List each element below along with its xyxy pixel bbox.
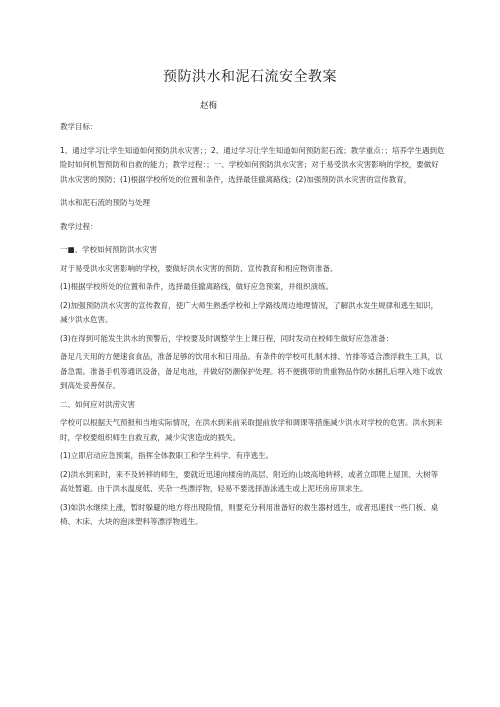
paragraph-objectives-heading: 教学目标： <box>60 122 98 131</box>
paragraph-part-one-heading: 一■、学校如何预防洪水灾害 <box>60 245 158 254</box>
paragraph-item-1: (1)根据学校所处的位置和条件，选择最佳撤离路线，做好应急预案，并组织演练。 <box>60 282 334 291</box>
document-author: 赵梅 <box>200 101 218 111</box>
paragraph-part-two-heading: 二、如何应对洪涝灾害 <box>60 399 135 409</box>
paragraph-item-3: (3)在得到可能发生洪水的预警后，学校要及时调整学生上课日程，同时发动在校师生做好应急准备： <box>60 333 394 343</box>
paragraph-part-one-intro: 对于易受洪水灾害影响的学校，要做好洪水灾害的预防、宣传教育和相应物资准备。 <box>60 263 338 273</box>
paragraph-step-1: (1)立即启动应急预案，指挥全体教职工和学生科学、有序逃生。 <box>60 451 274 460</box>
paragraph-part-two-intro: 学校可以根据天气预报和当地实际情况，在洪水到来前采取提前放学和调课等措施减少洪水对学校的危害。洪水到来时，学校要组织师生自救互救，减少灾害造成的损失。 <box>60 418 443 442</box>
paragraph-step-2: (2)洪水到来时，来不及转移的师生，要就近迅速向楼房的高层、附近的山坡高地转移，或者立即爬上屋顶、大树等高处暂避。由于洪水温度低、夹杂一些漂浮物，轻易不要选择游泳逃生或上泥坯房房顶求生。 <box>60 469 439 493</box>
paragraph-summary: 1、通过学习让学生知道如何预防洪水灾害；；2、通过学习让学生知道如何预防泥石流；教学重点：；培养学生遇到危险时如何机智预防和自救的能力；教学过程：；一、学校如何预防洪水灾害；对于易受洪水灾害影响的学校，要做好洪水灾害的预防；(1)根据学校所处的位置和条件，选择最佳撤离路线；(2)加强预防洪水灾害的宣传教育， <box>60 145 445 184</box>
paragraph-item-2: (2)加强预防洪水灾害的宣传教育，使广大师生熟悉学校和上学路线周边地理情况，了解洪水发生规律和逃生知识，减少洪水危害。 <box>60 300 439 324</box>
paragraph-section-heading: 洪水和泥石流的预防与处理 <box>60 198 150 207</box>
paragraph-process-heading: 教学过程： <box>60 221 98 231</box>
document-title: 预防洪水和泥石流安全教案 <box>163 69 337 85</box>
paragraph-supplies: 备足几天用的方便速食食品，准备足够的饮用水和日用品。有条件的学校可扎制木排、竹排等适合漂浮救生工具，以备急需。准备手机等通讯设备，备足电池，并做好防潮保护处理。将不便携带的贵重物品作防水捆扎后埋入地下或放到高处妥善保存。 <box>60 352 443 390</box>
paragraph-step-3: (3)如洪水继续上涨，暂时躲避的地方将出现险情，则要充分利用准备好的救生器材逃生，或者迅速找一些门板、桌椅、木床、大块的泡沫塑料等漂浮物逃生。 <box>60 502 439 526</box>
document-body <box>60 120 445 530</box>
